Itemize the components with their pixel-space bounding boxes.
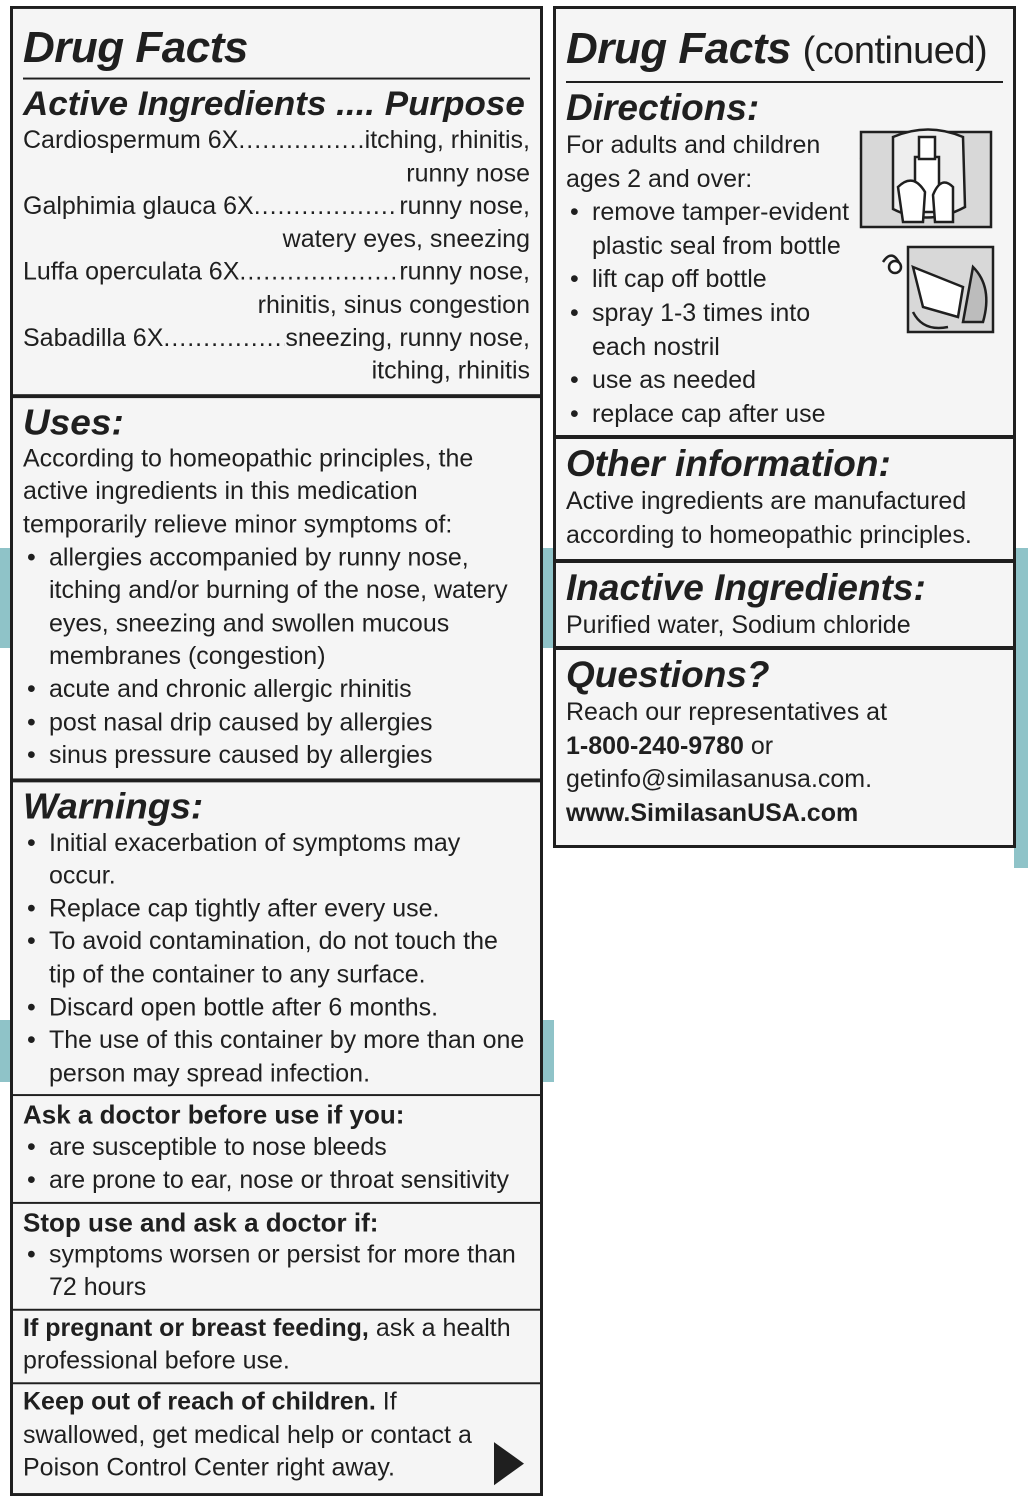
drug-facts-panel-left bbox=[10, 6, 543, 1496]
ingredient-purpose: runny nose, bbox=[399, 192, 530, 220]
list-item: • are prone to ear, nose or throat sensitivity bbox=[23, 1165, 530, 1198]
list-item: • symptoms worsen or persist for more than 72 hours bbox=[23, 1239, 530, 1305]
list-item: • post nasal drip caused by allergies bbox=[23, 706, 530, 739]
directions-heading: Directions: bbox=[566, 87, 760, 128]
directions-body bbox=[566, 129, 1003, 431]
directions-intro: For adults and children ages 2 and over: bbox=[566, 131, 821, 193]
warnings-section bbox=[13, 778, 540, 1493]
drug-facts-continued: (continued) bbox=[802, 30, 988, 72]
list-item: • replace cap after use bbox=[566, 398, 1003, 432]
warnings-list bbox=[23, 827, 530, 1090]
ingredient-purpose-cont: itching, rhinitis bbox=[371, 357, 530, 385]
questions-line: Reach our representatives at bbox=[566, 698, 888, 727]
ingredient-row bbox=[23, 125, 530, 158]
title-divider bbox=[23, 78, 530, 80]
title-divider bbox=[566, 81, 1003, 83]
ingredient-row bbox=[23, 322, 530, 355]
email-address: getinfo@similasanusa.com. bbox=[566, 765, 873, 794]
ingredient-purpose-cont: watery eyes, sneezing bbox=[282, 225, 530, 253]
pregnancy-warning bbox=[23, 1313, 530, 1379]
dot-leader bbox=[238, 125, 364, 158]
list-item: • Replace cap tightly after every use. bbox=[23, 893, 530, 926]
list-item: • remove tamper-evident plastic seal from bottle bbox=[566, 196, 1003, 263]
ask-doctor-list bbox=[23, 1132, 530, 1198]
phone-line bbox=[566, 730, 1003, 764]
inactive-ingredients-section bbox=[556, 559, 1013, 643]
ingredient-name: Luffa operculata 6X bbox=[23, 258, 240, 286]
dot-leader bbox=[254, 190, 400, 223]
list-item: • sinus pressure caused by allergies bbox=[23, 739, 530, 772]
warnings-heading: Warnings: bbox=[23, 785, 204, 827]
phone-or: or bbox=[743, 731, 774, 760]
directions-section bbox=[556, 87, 1013, 431]
dot-leader bbox=[239, 256, 399, 289]
list-item: • use as needed bbox=[566, 364, 1003, 398]
drug-facts-title-text: Drug Facts bbox=[566, 24, 791, 73]
other-information-heading: Other information: bbox=[566, 443, 891, 485]
phone-number: 1-800-240-9780 bbox=[566, 731, 744, 760]
stop-use-list bbox=[23, 1239, 530, 1305]
ask-doctor-heading: Ask a doctor before use if you: bbox=[23, 1100, 405, 1130]
other-information-section bbox=[556, 435, 1013, 552]
pregnancy-warning-text: ask a health professional before use. bbox=[23, 1314, 511, 1375]
ingredient-purpose: sneezing, runny nose, bbox=[285, 324, 530, 352]
list-item: • To avoid contamination, do not touch the tip of the container to any surface. bbox=[23, 926, 530, 992]
teal-background-left bbox=[0, 548, 10, 648]
ingredient-name: Sabadilla 6X bbox=[23, 324, 164, 352]
inactive-ingredients-text: Purified water, Sodium chloride bbox=[566, 610, 911, 639]
ingredient-row bbox=[23, 190, 530, 223]
list-item: • lift cap off bottle bbox=[566, 263, 1003, 297]
uses-section bbox=[13, 394, 540, 772]
stop-use-heading: Stop use and ask a doctor if: bbox=[23, 1207, 379, 1237]
continue-arrow-icon bbox=[494, 1442, 524, 1485]
dot-leader bbox=[163, 322, 285, 355]
list-item: • spray 1-3 times into each nostril bbox=[566, 297, 1003, 364]
directions-list bbox=[566, 196, 1003, 431]
drug-facts-title bbox=[566, 21, 1003, 79]
children-warning-bold: Keep out of reach of children. bbox=[23, 1388, 376, 1416]
divider bbox=[13, 1309, 540, 1311]
ingredient-purpose: itching, rhinitis, bbox=[364, 126, 530, 155]
ingredient-name: Galphimia glauca 6X bbox=[23, 192, 254, 220]
active-ingredients-list bbox=[23, 125, 530, 388]
divider bbox=[13, 1095, 540, 1097]
list-item: • acute and chronic allergic rhinitis bbox=[23, 673, 530, 706]
children-warning bbox=[23, 1386, 530, 1493]
teal-background-right bbox=[1014, 548, 1028, 868]
ingredient-name: Cardiospermum 6X bbox=[23, 126, 239, 155]
ingredient-row bbox=[23, 256, 530, 289]
divider bbox=[13, 1382, 540, 1384]
active-ingredients-heading: Active Ingredients .... Purpose bbox=[23, 84, 525, 123]
drug-facts-title: Drug Facts bbox=[23, 23, 248, 72]
children-warning-text: If swallowed, get medical help or contact a Poison Control Center right away. bbox=[23, 1388, 472, 1482]
divider bbox=[13, 1202, 540, 1204]
ingredient-purpose: runny nose, bbox=[399, 258, 530, 286]
questions-heading: Questions? bbox=[566, 654, 770, 696]
uses-list bbox=[23, 542, 530, 773]
list-item: • Discard open bottle after 6 months. bbox=[23, 992, 530, 1025]
questions-section bbox=[556, 646, 1013, 830]
list-item: • Initial exacerbation of symptoms may occur. bbox=[23, 827, 530, 893]
inactive-ingredients-heading: Inactive Ingredients: bbox=[566, 566, 926, 608]
ingredient-purpose-cont: rhinitis, sinus congestion bbox=[257, 291, 530, 319]
website-url: www.SimilasanUSA.com bbox=[566, 798, 859, 827]
uses-intro: According to homeopathic principles, the active ingredients in this medication temporarily relieve minor symptoms of: bbox=[23, 444, 474, 539]
uses-heading: Uses: bbox=[23, 401, 124, 442]
teal-background-left-lower bbox=[0, 1020, 10, 1082]
list-item: • allergies accompanied by runny nose, itching and/or burning of the nose, watery eyes, sneezing and swollen mucous membranes (congestion) bbox=[23, 542, 530, 674]
list-item: • The use of this container by more than one person may spread infection. bbox=[23, 1025, 530, 1091]
list-item: • are susceptible to nose bleeds bbox=[23, 1132, 530, 1165]
ingredient-purpose-cont: runny nose bbox=[406, 159, 530, 187]
drug-facts-panel-right bbox=[553, 6, 1016, 848]
other-information-text: Active ingredients are manufactured according to homeopathic principles. bbox=[566, 487, 972, 549]
pregnancy-warning-bold: If pregnant or breast feeding, bbox=[23, 1314, 369, 1342]
active-ingredients-section bbox=[13, 83, 540, 388]
